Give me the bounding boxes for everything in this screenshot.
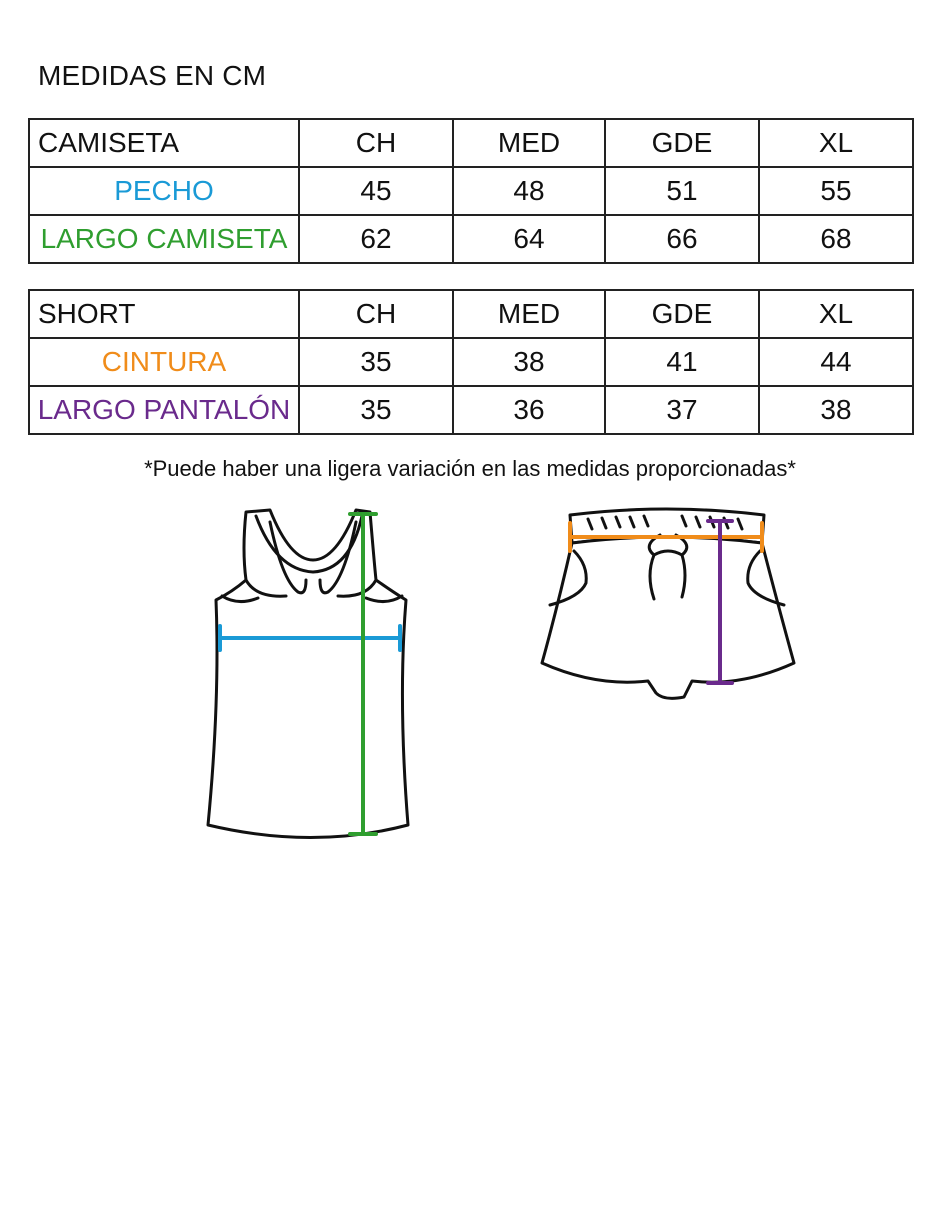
measure-label-cintura: CINTURA [29,338,299,386]
short-size-table [28,289,914,435]
table-cell: 51 [605,167,759,215]
variation-note: *Puede haber una ligera variación en las medidas proporcionadas* [144,456,796,481]
table-header-cell: SHORT [29,290,299,338]
table-header-row [29,119,913,167]
table-cell: 48 [453,167,605,215]
measure-label-largo-pantalon: LARGO PANTALÓN [29,386,299,434]
table-cell: 44 [759,338,913,386]
page-title: MEDIDAS EN CM [38,60,267,91]
table-cell: 64 [453,215,605,263]
table-cell: 55 [759,167,913,215]
table-header-cell: GDE [605,290,759,338]
table-header-cell: CH [299,119,453,167]
measure-label-largo-camiseta: LARGO CAMISETA [29,215,299,263]
table-cell: 35 [299,338,453,386]
table-cell: 35 [299,386,453,434]
table-cell: 68 [759,215,913,263]
table-header-cell: GDE [605,119,759,167]
table-cell: 45 [299,167,453,215]
table-cell: 38 [453,338,605,386]
table-header-cell: MED [453,290,605,338]
table-cell: 38 [759,386,913,434]
table-header-cell: MED [453,119,605,167]
table-cell: 41 [605,338,759,386]
table-row [29,338,913,386]
table-header-cell: XL [759,119,913,167]
table-row [29,215,913,263]
table-cell: 66 [605,215,759,263]
table-row [29,386,913,434]
table-header-cell: CH [299,290,453,338]
table-cell: 37 [605,386,759,434]
table-header-row [29,290,913,338]
shorts-icon [536,505,798,705]
shirt-size-table [28,118,914,264]
table-cell: 62 [299,215,453,263]
tank-top-icon [198,500,428,850]
table-header-cell: CAMISETA [29,119,299,167]
measure-label-pecho: PECHO [29,167,299,215]
table-row [29,167,913,215]
table-header-cell: XL [759,290,913,338]
table-cell: 36 [453,386,605,434]
